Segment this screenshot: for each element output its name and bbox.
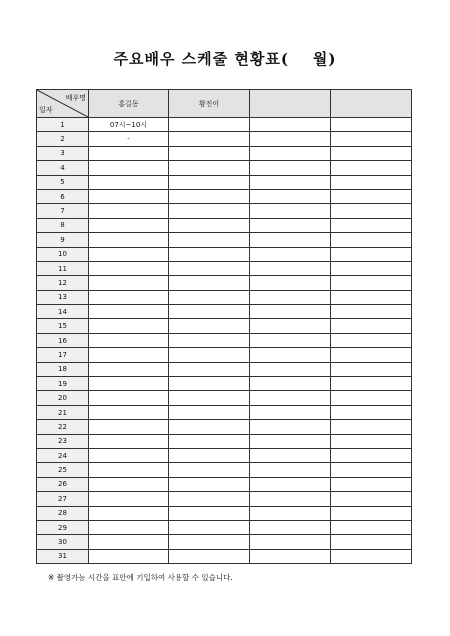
table-row xyxy=(37,276,412,290)
schedule-cell-actor-1[interactable] xyxy=(89,463,169,477)
schedule-cell-actor-3[interactable] xyxy=(250,377,331,391)
day-cell: 1 xyxy=(37,118,89,132)
actor-header-1[interactable]: 홍길동 xyxy=(89,90,169,118)
schedule-cell-actor-4[interactable] xyxy=(331,535,412,549)
schedule-cell-actor-4[interactable] xyxy=(331,132,412,146)
schedule-cell-actor-4[interactable] xyxy=(331,333,412,347)
schedule-cell-actor-3[interactable] xyxy=(250,305,331,319)
table-row xyxy=(37,333,412,347)
table-row xyxy=(37,448,412,462)
schedule-cell-actor-1[interactable] xyxy=(89,189,169,203)
schedule-cell-actor-1[interactable] xyxy=(89,362,169,376)
day-cell: 20 xyxy=(37,391,89,405)
schedule-cell-actor-1[interactable] xyxy=(89,492,169,506)
day-cell: 22 xyxy=(37,420,89,434)
schedule-cell-actor-3[interactable] xyxy=(250,362,331,376)
table-row xyxy=(37,118,412,132)
table-row xyxy=(37,132,412,146)
day-cell: 16 xyxy=(37,333,89,347)
schedule-cell-actor-2[interactable] xyxy=(169,261,250,275)
day-cell: 17 xyxy=(37,348,89,362)
schedule-cell-actor-2[interactable] xyxy=(169,276,250,290)
actor-header-3[interactable] xyxy=(250,90,331,118)
schedule-cell-actor-2[interactable] xyxy=(169,290,250,304)
schedule-cell-actor-3[interactable] xyxy=(250,132,331,146)
schedule-cell-actor-1[interactable] xyxy=(89,434,169,448)
schedule-cell-actor-2[interactable] xyxy=(169,189,250,203)
schedule-cell-actor-1[interactable] xyxy=(89,333,169,347)
schedule-cell-actor-4[interactable] xyxy=(331,477,412,491)
table-row xyxy=(37,463,412,477)
corner-header-cell xyxy=(37,90,89,118)
day-cell: 10 xyxy=(37,247,89,261)
schedule-cell-actor-2[interactable] xyxy=(169,420,250,434)
table-row xyxy=(37,549,412,563)
day-cell: 2 xyxy=(37,132,89,146)
day-cell: 21 xyxy=(37,405,89,419)
schedule-cell-actor-2[interactable] xyxy=(169,391,250,405)
schedule-cell-actor-1[interactable] xyxy=(89,535,169,549)
day-cell: 13 xyxy=(37,290,89,304)
schedule-table xyxy=(36,89,412,564)
schedule-cell-actor-3[interactable] xyxy=(250,477,331,491)
schedule-cell-actor-2[interactable] xyxy=(169,434,250,448)
schedule-cell-actor-1[interactable] xyxy=(89,549,169,563)
day-cell: 19 xyxy=(37,377,89,391)
schedule-cell-actor-3[interactable] xyxy=(250,233,331,247)
schedule-cell-actor-2[interactable] xyxy=(169,477,250,491)
schedule-cell-actor-4[interactable] xyxy=(331,506,412,520)
schedule-cell-actor-2[interactable] xyxy=(169,520,250,534)
corner-label-date: 일자 xyxy=(39,106,53,114)
schedule-cell-actor-2[interactable] xyxy=(169,492,250,506)
table-row xyxy=(37,204,412,218)
schedule-cell-actor-4[interactable] xyxy=(331,377,412,391)
schedule-cell-actor-3[interactable] xyxy=(250,520,331,534)
day-cell: 14 xyxy=(37,305,89,319)
schedule-cell-actor-4[interactable] xyxy=(331,305,412,319)
schedule-cell-actor-2[interactable] xyxy=(169,463,250,477)
day-cell: 26 xyxy=(37,477,89,491)
day-cell: 9 xyxy=(37,233,89,247)
schedule-cell-actor-4[interactable] xyxy=(331,218,412,232)
table-row xyxy=(37,146,412,160)
schedule-cell-actor-1[interactable] xyxy=(89,377,169,391)
table-row xyxy=(37,420,412,434)
schedule-cell-actor-3[interactable] xyxy=(250,319,331,333)
schedule-cell-actor-2[interactable] xyxy=(169,348,250,362)
schedule-cell-actor-1[interactable] xyxy=(89,218,169,232)
corner-label-actor: 배우명 xyxy=(65,94,86,102)
schedule-cell-actor-1[interactable] xyxy=(89,161,169,175)
schedule-cell-actor-3[interactable] xyxy=(250,535,331,549)
table-row xyxy=(37,535,412,549)
schedule-cell-actor-3[interactable] xyxy=(250,420,331,434)
schedule-cell-actor-2[interactable] xyxy=(169,333,250,347)
schedule-cell-actor-4[interactable] xyxy=(331,448,412,462)
day-cell: 25 xyxy=(37,463,89,477)
day-cell: 3 xyxy=(37,146,89,160)
schedule-cell-actor-2[interactable] xyxy=(169,218,250,232)
schedule-cell-actor-4[interactable] xyxy=(331,319,412,333)
schedule-cell-actor-1[interactable] xyxy=(89,305,169,319)
schedule-cell-actor-4[interactable] xyxy=(331,362,412,376)
actor-header-2[interactable]: 황진이 xyxy=(169,90,250,118)
schedule-cell-actor-2[interactable] xyxy=(169,448,250,462)
schedule-cell-actor-1[interactable] xyxy=(89,247,169,261)
schedule-cell-actor-3[interactable] xyxy=(250,118,331,132)
schedule-cell-actor-2[interactable] xyxy=(169,377,250,391)
day-cell: 7 xyxy=(37,204,89,218)
schedule-cell-actor-2[interactable] xyxy=(169,535,250,549)
day-cell: 29 xyxy=(37,520,89,534)
table-row xyxy=(37,405,412,419)
schedule-cell-actor-2[interactable] xyxy=(169,132,250,146)
schedule-cell-actor-2[interactable] xyxy=(169,405,250,419)
schedule-cell-actor-2[interactable] xyxy=(169,118,250,132)
schedule-cell-actor-1[interactable] xyxy=(89,477,169,491)
schedule-cell-actor-4[interactable] xyxy=(331,549,412,563)
footnote: ※ 촬영가능 시간을 표안에 기입하여 사용할 수 있습니다. xyxy=(48,573,233,582)
schedule-cell-actor-2[interactable] xyxy=(169,305,250,319)
table-row xyxy=(37,434,412,448)
schedule-cell-actor-1[interactable] xyxy=(89,276,169,290)
table-row xyxy=(37,247,412,261)
schedule-cell-actor-1[interactable]: 07시~10시 xyxy=(89,118,169,132)
schedule-cell-actor-1[interactable] xyxy=(89,261,169,275)
table-row xyxy=(37,175,412,189)
schedule-cell-actor-3[interactable] xyxy=(250,333,331,347)
schedule-cell-actor-4[interactable] xyxy=(331,204,412,218)
schedule-cell-actor-3[interactable] xyxy=(250,506,331,520)
actor-header-4[interactable] xyxy=(331,90,412,118)
schedule-cell-actor-4[interactable] xyxy=(331,391,412,405)
schedule-cell-actor-3[interactable] xyxy=(250,146,331,160)
schedule-cell-actor-3[interactable] xyxy=(250,492,331,506)
schedule-cell-actor-3[interactable] xyxy=(250,448,331,462)
schedule-cell-actor-1[interactable] xyxy=(89,348,169,362)
header-row xyxy=(37,90,412,118)
table-row xyxy=(37,218,412,232)
table-row xyxy=(37,305,412,319)
schedule-cell-actor-1[interactable] xyxy=(89,146,169,160)
schedule-cell-actor-1[interactable] xyxy=(89,420,169,434)
schedule-cell-actor-4[interactable] xyxy=(331,175,412,189)
schedule-cell-actor-1[interactable]: - xyxy=(89,132,169,146)
schedule-cell-actor-4[interactable] xyxy=(331,290,412,304)
schedule-cell-actor-4[interactable] xyxy=(331,146,412,160)
schedule-cell-actor-2[interactable] xyxy=(169,549,250,563)
schedule-cell-actor-1[interactable] xyxy=(89,448,169,462)
table-row xyxy=(37,261,412,275)
table-row xyxy=(37,290,412,304)
schedule-cell-actor-2[interactable] xyxy=(169,506,250,520)
schedule-cell-actor-4[interactable] xyxy=(331,276,412,290)
day-cell: 27 xyxy=(37,492,89,506)
day-cell: 8 xyxy=(37,218,89,232)
schedule-cell-actor-1[interactable] xyxy=(89,290,169,304)
day-cell: 15 xyxy=(37,319,89,333)
table-row xyxy=(37,377,412,391)
schedule-cell-actor-4[interactable] xyxy=(331,261,412,275)
schedule-cell-actor-4[interactable] xyxy=(331,118,412,132)
schedule-cell-actor-1[interactable] xyxy=(89,391,169,405)
table-row xyxy=(37,161,412,175)
title-suffix: 월) xyxy=(312,50,337,68)
day-cell: 12 xyxy=(37,276,89,290)
day-cell: 18 xyxy=(37,362,89,376)
schedule-cell-actor-3[interactable] xyxy=(250,247,331,261)
schedule-cell-actor-1[interactable] xyxy=(89,175,169,189)
schedule-cell-actor-2[interactable] xyxy=(169,247,250,261)
table-row xyxy=(37,348,412,362)
schedule-cell-actor-3[interactable] xyxy=(250,189,331,203)
schedule-cell-actor-3[interactable] xyxy=(250,218,331,232)
schedule-cell-actor-1[interactable] xyxy=(89,506,169,520)
schedule-cell-actor-4[interactable] xyxy=(331,161,412,175)
schedule-cell-actor-3[interactable] xyxy=(250,434,331,448)
day-cell: 31 xyxy=(37,549,89,563)
day-cell: 23 xyxy=(37,434,89,448)
table-row xyxy=(37,233,412,247)
table-row xyxy=(37,362,412,376)
table-row xyxy=(37,391,412,405)
schedule-cell-actor-1[interactable] xyxy=(89,204,169,218)
day-cell: 11 xyxy=(37,261,89,275)
schedule-cell-actor-4[interactable] xyxy=(331,492,412,506)
schedule-cell-actor-4[interactable] xyxy=(331,233,412,247)
schedule-cell-actor-3[interactable] xyxy=(250,290,331,304)
schedule-cell-actor-2[interactable] xyxy=(169,161,250,175)
schedule-cell-actor-4[interactable] xyxy=(331,247,412,261)
table-row xyxy=(37,506,412,520)
table-row xyxy=(37,189,412,203)
schedule-cell-actor-3[interactable] xyxy=(250,261,331,275)
schedule-cell-actor-2[interactable] xyxy=(169,146,250,160)
schedule-cell-actor-1[interactable] xyxy=(89,520,169,534)
schedule-cell-actor-4[interactable] xyxy=(331,434,412,448)
schedule-cell-actor-2[interactable] xyxy=(169,319,250,333)
schedule-cell-actor-4[interactable] xyxy=(331,348,412,362)
schedule-cell-actor-3[interactable] xyxy=(250,348,331,362)
schedule-cell-actor-4[interactable] xyxy=(331,520,412,534)
title-main: 주요배우 스케줄 현황표( xyxy=(113,50,289,68)
schedule-cell-actor-3[interactable] xyxy=(250,391,331,405)
day-cell: 6 xyxy=(37,189,89,203)
day-cell: 24 xyxy=(37,448,89,462)
schedule-cell-actor-2[interactable] xyxy=(169,204,250,218)
table-row xyxy=(37,492,412,506)
schedule-cell-actor-4[interactable] xyxy=(331,463,412,477)
table-row xyxy=(37,319,412,333)
day-cell: 30 xyxy=(37,535,89,549)
schedule-cell-actor-1[interactable] xyxy=(89,405,169,419)
schedule-cell-actor-4[interactable] xyxy=(331,405,412,419)
schedule-cell-actor-3[interactable] xyxy=(250,276,331,290)
schedule-cell-actor-3[interactable] xyxy=(250,463,331,477)
day-cell: 5 xyxy=(37,175,89,189)
schedule-cell-actor-1[interactable] xyxy=(89,233,169,247)
schedule-cell-actor-3[interactable] xyxy=(250,161,331,175)
schedule-cell-actor-2[interactable] xyxy=(169,175,250,189)
schedule-cell-actor-3[interactable] xyxy=(250,175,331,189)
schedule-cell-actor-3[interactable] xyxy=(250,549,331,563)
schedule-cell-actor-3[interactable] xyxy=(250,405,331,419)
schedule-cell-actor-4[interactable] xyxy=(331,420,412,434)
page-title xyxy=(0,48,450,69)
schedule-cell-actor-3[interactable] xyxy=(250,204,331,218)
day-cell: 28 xyxy=(37,506,89,520)
schedule-cell-actor-2[interactable] xyxy=(169,362,250,376)
schedule-cell-actor-4[interactable] xyxy=(331,189,412,203)
table-row xyxy=(37,520,412,534)
day-cell: 4 xyxy=(37,161,89,175)
schedule-cell-actor-2[interactable] xyxy=(169,233,250,247)
table-row xyxy=(37,477,412,491)
schedule-cell-actor-1[interactable] xyxy=(89,319,169,333)
